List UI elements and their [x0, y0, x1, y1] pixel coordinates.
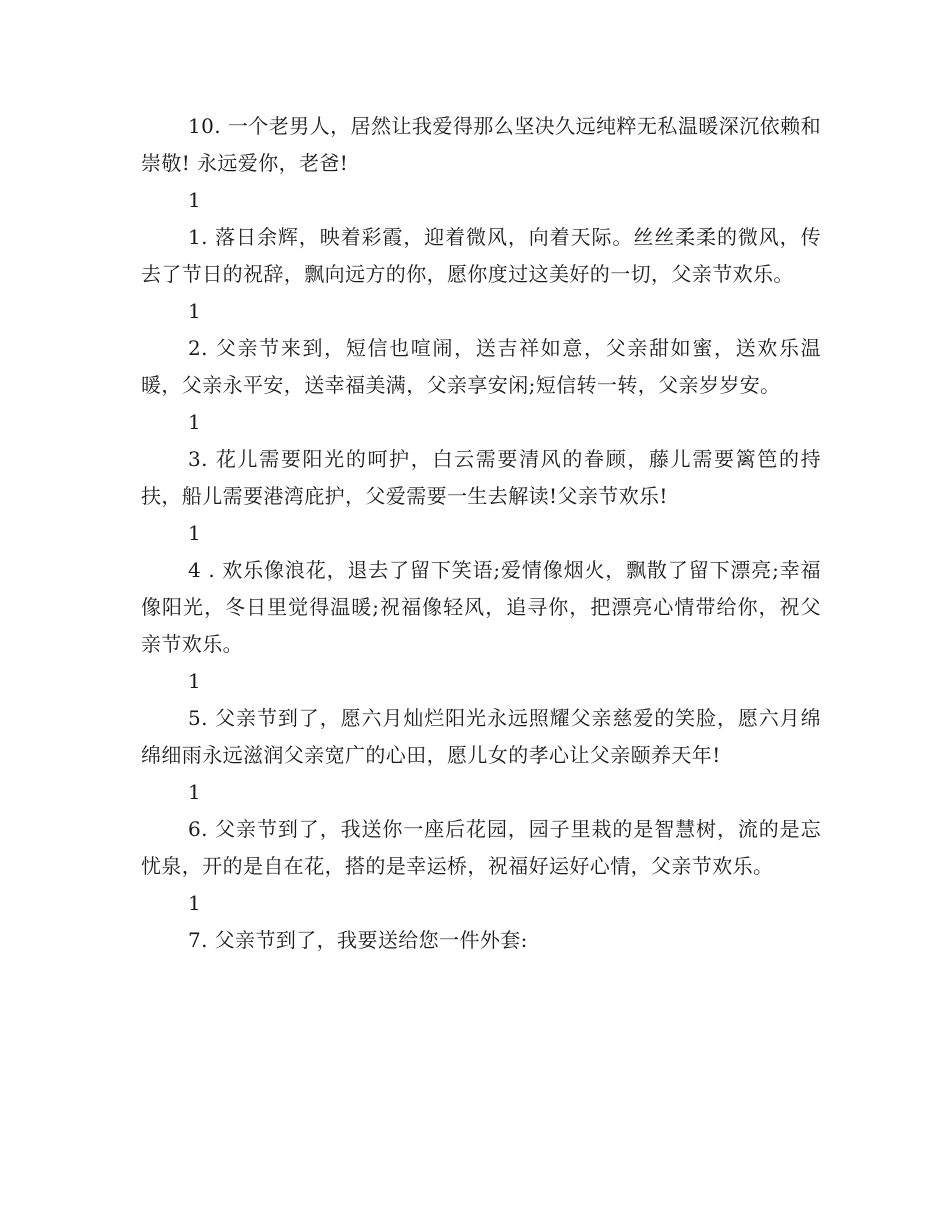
separator-number: 1: [188, 188, 201, 212]
paragraph-7: 7. 父亲节到了，我要送给您一件外套:: [188, 928, 528, 952]
paragraph-2: 2. 父亲节来到，短信也喧闹，送吉祥如意，父亲甜如蜜，送欢乐温暖，父亲永平安，送幸福美满，父亲享安闲;短信转一转，父亲岁岁安。: [141, 336, 821, 397]
paragraph-4: 4 . 欢乐像浪花，退去了留下笑语;爱情像烟火，飘散了留下漂亮;幸福像阳光，冬日里觉得温暖;祝福像轻风，追寻你，把漂亮心情带给你，祝父亲节欢乐。: [141, 558, 821, 656]
separator-number: 1: [188, 521, 201, 545]
paragraph-6: 6. 父亲节到了，我送你一座后花园，园子里栽的是智慧树，流的是忘忧泉，开的是自在花，搭的是幸运桥，祝福好运好心情，父亲节欢乐。: [141, 817, 821, 878]
paragraph-5: 5. 父亲节到了，愿六月灿烂阳光永远照耀父亲慈爱的笑脸，愿六月绵绵细雨永远滋润父亲宽广的心田，愿儿女的孝心让父亲颐养天年!: [141, 706, 821, 767]
paragraph-3: 3. 花儿需要阳光的呵护，白云需要清风的眷顾，藤儿需要篱笆的持扶，船儿需要港湾庇护，父爱需要一生去解读!父亲节欢乐!: [141, 447, 821, 508]
document-body: [141, 108, 821, 959]
separator-number: 1: [188, 780, 201, 804]
separator-number: 1: [188, 669, 201, 693]
paragraph-1: 1. 落日余辉，映着彩霞，迎着微风，向着天际。丝丝柔柔的微风，传去了节日的祝辞，飘向远方的你，愿你度过这美好的一切，父亲节欢乐。: [141, 225, 821, 286]
separator-number: 1: [188, 299, 201, 323]
separator-number: 1: [188, 891, 201, 915]
paragraph-10: 10. 一个老男人，居然让我爱得那么坚决久远纯粹无私温暖深沉依赖和崇敬! 永远爱你，老爸!: [141, 114, 821, 175]
separator-number: 1: [188, 410, 201, 434]
